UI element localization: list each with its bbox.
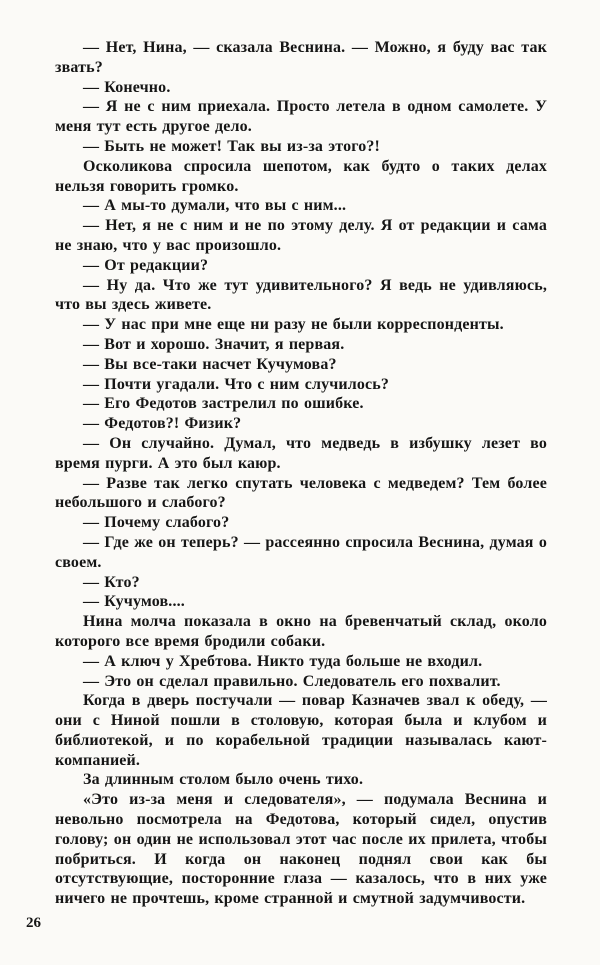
paragraph: За длинным столом было очень тихо. xyxy=(83,771,364,789)
paragraph: Когда в дверь постучали — повар Казначев звал к обеду, — они с Ниной пошли в столовую, которая была и клубом и библиотекой, и по корабельной традиции называлась кают-компанией. xyxy=(55,692,547,769)
paragraph: — Почему слабого? xyxy=(83,514,230,532)
paragraph: — А мы-то думали, что вы с ним... xyxy=(83,197,347,215)
page-number: 26 xyxy=(26,915,41,931)
paragraph: — Кучумов.... xyxy=(83,593,185,611)
paragraph: — Я не с ним приехала. Просто летела в одном самолете. У меня тут есть другое дело. xyxy=(55,98,547,136)
paragraph: Нина молча показала в окно на бревенчатый склад, около которого все время бродили собаки. xyxy=(55,613,547,650)
paragraph: «Это из-за меня и следователя», — подумала Веснина и невольно посмотрела на Федотова, который сидел, опустив голову; он один не использовал этот час после их прилета, чтобы побриться. И когда он наконец поднял свои как бы отсутствующие, посторонние глаза — казалось, что в них уже ничего не прочтешь, кроме странной и смутной задумчивости. xyxy=(55,791,547,908)
paragraph: — Его Федотов застрелил по ошибке. xyxy=(83,395,364,413)
paragraph: Осколикова спросила шепотом, как будто о таких делах нельзя говорить громко. xyxy=(55,157,547,195)
paragraph: — Это он сделал правильно. Следователь его похвалит. xyxy=(83,672,501,690)
text-block xyxy=(55,38,547,909)
paragraph: — Кто? xyxy=(83,573,140,591)
paragraph: — Нет, я не с ним и не по этому делу. Я от редакции и сама не знаю, что у вас произошло. xyxy=(55,217,547,254)
paragraph: — Где же он теперь? — рассеянно спросила Веснина, думая о своем. xyxy=(55,533,547,571)
paragraph: — А ключ у Хребтова. Никто туда больше не входил. xyxy=(83,652,483,670)
paragraph: — Почти угадали. Что с ним случилось? xyxy=(83,375,390,393)
paragraph: — Вот и хорошо. Значит, я первая. xyxy=(83,335,345,353)
paragraph: — Конечно. xyxy=(83,78,171,96)
paragraph: — У нас при мне еще ни разу не были корреспонденты. xyxy=(83,316,504,334)
paragraph: — Ну да. Что же тут удивительного? Я ведь не удивляюсь, что вы здесь живете. xyxy=(55,276,547,314)
paragraph: — Нет, Нина, — сказала Веснина. — Можно, я буду вас так звать? xyxy=(55,39,547,76)
paragraph: — Он случайно. Думал, что медведь в избушку лезет во время пурги. А это был каюр. xyxy=(55,434,547,472)
paragraph: — От редакции? xyxy=(83,256,209,274)
paragraph: — Разве так легко спутать человека с медведем? Тем более небольшого и слабого? xyxy=(55,474,547,512)
paragraph: — Быть не может! Так вы из-за этого?! xyxy=(83,137,381,155)
paragraph: — Федотов?! Физик? xyxy=(83,415,242,433)
paragraph: — Вы все-таки насчет Кучумова? xyxy=(83,355,337,373)
